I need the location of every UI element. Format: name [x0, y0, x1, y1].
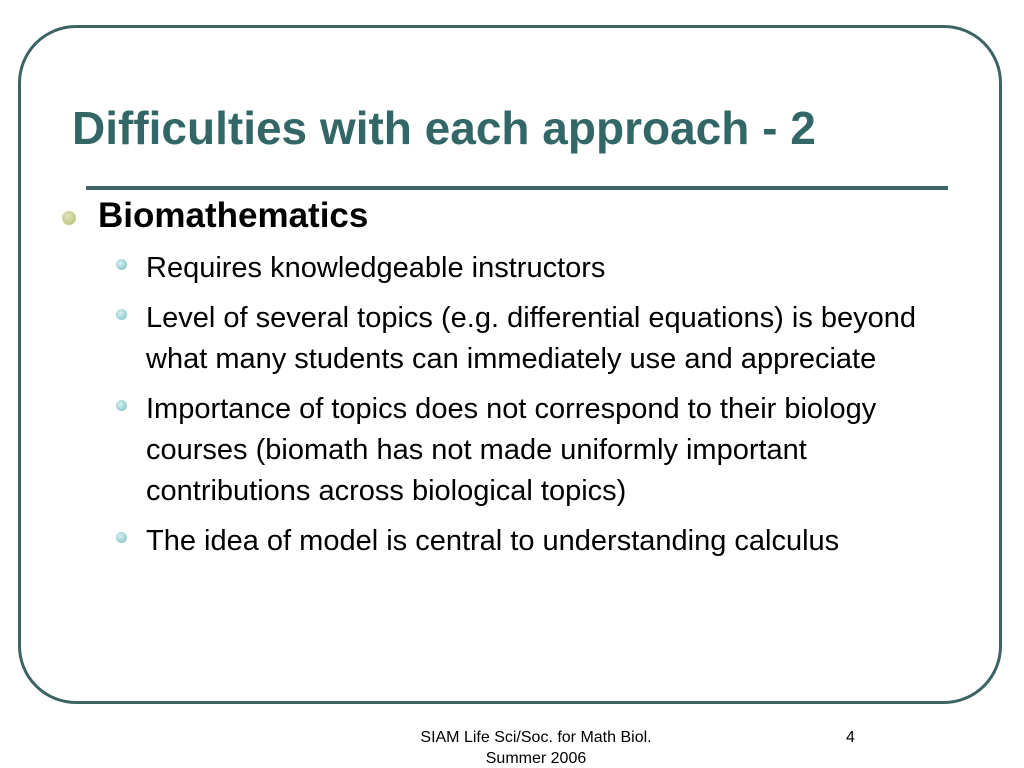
main-bullet-icon	[62, 211, 76, 225]
footer-line-1: SIAM Life Sci/Soc. for Math Biol.	[420, 729, 652, 746]
main-bullet-text: Biomathematics	[98, 196, 369, 235]
slide-number: 4	[846, 729, 855, 746]
sub-bullet-item	[114, 521, 944, 562]
sub-bullet-icon	[116, 259, 127, 270]
sub-bullet-icon	[116, 400, 127, 411]
sub-bullet-text: Requires knowledgeable instructors	[146, 252, 606, 284]
sub-bullet-item	[114, 298, 944, 380]
sub-bullet-item	[114, 248, 944, 289]
slide-footer	[378, 727, 694, 768]
sub-bullet-icon	[116, 532, 127, 543]
slide-title: Difficulties with each approach - 2	[72, 102, 816, 154]
sub-bullet-icon	[116, 309, 127, 320]
sub-bullet-text: Level of several topics (e.g. differential equations) is beyond what many students can immediately use and appreciate	[146, 302, 917, 375]
sub-bullet-item	[114, 389, 944, 512]
sub-bullet-list	[114, 248, 944, 571]
sub-bullet-text: Importance of topics does not correspond to their biology courses (biomath has not made uniformly important contributions across biological topics)	[146, 393, 877, 507]
title-divider	[86, 186, 948, 190]
footer-line-2: Summer 2006	[485, 750, 587, 767]
sub-bullet-text: The idea of model is central to understanding calculus	[146, 525, 840, 557]
